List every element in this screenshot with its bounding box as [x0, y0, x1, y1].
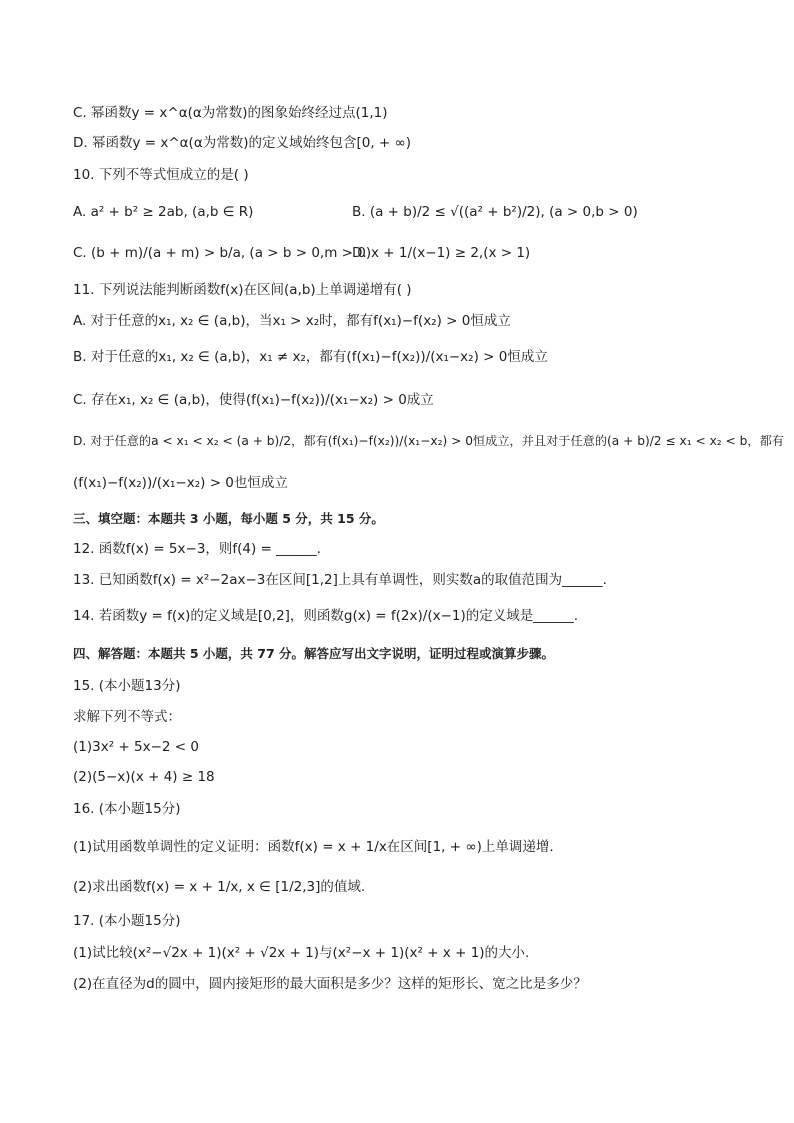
- question-12: [73, 540, 321, 558]
- question-10: [73, 166, 249, 184]
- question-14: [73, 607, 578, 625]
- option-9c-text: C. 幂函数y = x^α(α为常数)的图象始终经过点(1,1): [73, 105, 388, 121]
- question-11-text: 11. 下列说法能判断函数f(x)在区间(a,b)上单调递增有( ): [73, 282, 412, 298]
- question-16-part-1: [73, 838, 554, 856]
- question-15: [73, 677, 180, 695]
- option-11c: [73, 391, 434, 409]
- question-14-text: 14. 若函数y = f(x)的定义域是[0,2]，则函数g(x) = f(2x)/(x−1)的定义域是______.: [73, 608, 579, 624]
- option-11d-text: D. 对于任意的a < x₁ < x₂ < (a + b)/2，都有(f(x₁)−f(x₂))/(x₁−x₂) > 0恒成立，并且对于任意的(a + b)/2 ≤ x₁ < x₂ < b，都有: [73, 434, 784, 448]
- option-10a: [73, 203, 253, 221]
- option-10d-text: D. x + 1/(x−1) ≥ 2,(x > 1): [352, 245, 531, 261]
- option-11d-continued: [73, 474, 288, 492]
- option-10c-text: C. (b + m)/(a + m) > b/a, (a > b > 0,m > 0): [73, 245, 372, 261]
- option-11d: [73, 432, 784, 450]
- option-11a-text: A. 对于任意的x₁, x₂ ∈ (a,b)，当x₁ > x₂时，都有f(x₁)−f(x₂) > 0恒成立: [73, 313, 511, 329]
- section-4-heading: [73, 645, 554, 663]
- option-10b: [352, 203, 638, 221]
- question-15-part-1: [73, 738, 199, 756]
- question-17-part-1-text: (1)试比较(x²−√2x + 1)(x² + √2x + 1)与(x²−x + 1)(x² + x + 1)的大小.: [73, 945, 530, 961]
- question-13-text: 13. 已知函数f(x) = x²−2ax−3在区间[1,2]上具有单调性，则实数a的取值范围为______.: [73, 572, 607, 588]
- option-11c-text: C. 存在x₁, x₂ ∈ (a,b)，使得(f(x₁)−f(x₂))/(x₁−x₂) > 0成立: [73, 392, 434, 408]
- section-4-heading-text: 四、解答题：本题共 5 小题，共 77 分。解答应写出文字说明，证明过程或演算步骤。: [73, 646, 555, 661]
- option-9d: [73, 134, 411, 152]
- question-16-part-1-text: (1)试用函数单调性的定义证明：函数f(x) = x + 1/x在区间[1, + ∞)上单调递增.: [73, 839, 554, 855]
- question-17-part-1: [73, 944, 529, 962]
- question-17-part-2-text: (2)在直径为d的圆中，圆内接矩形的最大面积是多少？这样的矩形长、宽之比是多少？: [73, 976, 587, 992]
- question-17-text: 17. (本小题15分): [73, 913, 181, 929]
- question-12-text: 12. 函数f(x) = 5x−3，则f(4) = ______.: [73, 541, 321, 557]
- option-10b-text: B. (a + b)/2 ≤ √((a² + b²)/2), (a > 0,b > 0): [352, 204, 638, 220]
- option-10a-text: A. a² + b² ≥ 2ab, (a,b ∈ R): [73, 204, 254, 220]
- question-16: [73, 800, 180, 818]
- question-15-stem: [73, 708, 181, 726]
- question-15-stem-text: 求解下列不等式：: [73, 709, 181, 725]
- question-15-part-1-text: (1)3x² + 5x−2 < 0: [73, 739, 199, 755]
- question-15-text: 15. (本小题13分): [73, 678, 181, 694]
- question-13: [73, 571, 607, 589]
- question-17-part-2: [73, 975, 587, 993]
- question-15-part-2: [73, 768, 215, 786]
- option-11b-text: B. 对于任意的x₁, x₂ ∈ (a,b)，x₁ ≠ x₂，都有(f(x₁)−f(x₂))/(x₁−x₂) > 0恒成立: [73, 349, 548, 365]
- option-11a: [73, 312, 511, 330]
- section-3-heading-text: 三、填空题：本题共 3 小题，每小题 5 分，共 15 分。: [73, 511, 384, 526]
- question-11: [73, 281, 412, 299]
- option-10d: [352, 244, 530, 262]
- question-15-part-2-text: (2)(5−x)(x + 4) ≥ 18: [73, 769, 215, 785]
- question-16-text: 16. (本小题15分): [73, 801, 181, 817]
- question-16-part-2: [73, 878, 365, 896]
- option-11d-continued-text: (f(x₁)−f(x₂))/(x₁−x₂) > 0也恒成立: [73, 475, 288, 491]
- option-10c: [73, 244, 371, 262]
- question-17: [73, 912, 180, 930]
- section-3-heading: [73, 510, 384, 528]
- option-9c: [73, 104, 388, 122]
- option-9d-text: D. 幂函数y = x^α(α为常数)的定义域始终包含[0, + ∞): [73, 135, 412, 151]
- question-16-part-2-text: (2)求出函数f(x) = x + 1/x, x ∈ [1/2,3]的值域.: [73, 879, 366, 895]
- question-10-text: 10. 下列不等式恒成立的是( ): [73, 167, 249, 183]
- option-11b: [73, 348, 548, 366]
